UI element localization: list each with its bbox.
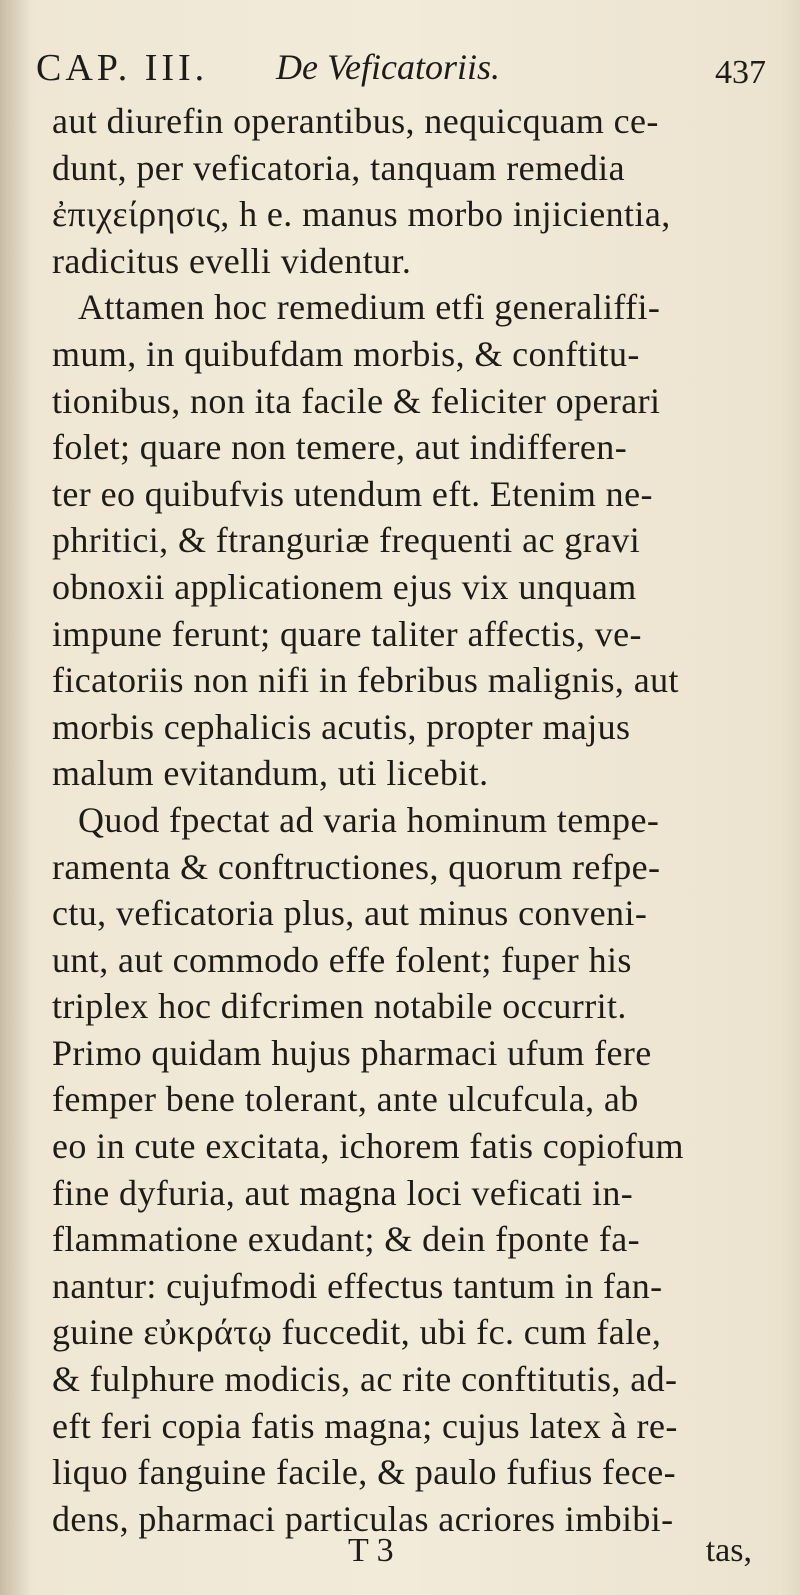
text-line: dens, pharmaci particulas acriores imbibi- [52,1498,674,1539]
gutter-shadow [0,0,30,1595]
text-line: ἐπιχείρησις, h e. manus morbo injicientia, [52,194,671,235]
text-line: ctu, veficatoria plus, aut minus conveni- [52,893,648,934]
body-text [52,98,772,1542]
text-line: eft feri copia fatis magna; cujus latex à re- [52,1405,678,1446]
signature-mark: T 3 [348,1532,394,1569]
text-line: folet; quare non temere, aut indifferen- [52,427,628,468]
text-line: nantur: cujufmodi effectus tantum in fan- [52,1265,663,1306]
page-number: 437 [715,54,766,91]
text-line: triplex hoc difcrimen notabile occurrit. [52,986,627,1027]
text-line: liquo fanguine facile, & paulo fufius fece- [52,1452,676,1493]
text-line: guine εὐκράτῳ fuccedit, ubi fc. cum fale, [52,1312,662,1353]
text-line: impune ferunt; quare taliter affectis, ve- [52,613,642,654]
page-footer [52,1532,772,1576]
text-line: ficatoriis non nifi in febribus malignis, aut [52,660,679,701]
text-line: dunt, per veficatoria, tanquam remedia [52,147,625,188]
text-line: tionibus, non ita facile & feliciter operari [52,380,661,421]
text-line: aut diurefin operantibus, nequicquam ce- [52,101,659,141]
running-title: De Veficatoriis. [276,47,500,87]
text-line: phritici, & ftranguriæ frequenti ac gravi [52,520,641,561]
text-line: femper bene tolerant, ante ulcufcula, ab [52,1079,639,1120]
text-line: unt, aut commodo effe folent; fuper his [52,939,632,980]
chapter-heading: CAP. III. [36,47,209,89]
text-line: Attamen hoc remedium etfi generaliffi- [78,287,661,328]
text-line: obnoxii applicationem ejus vix unquam [52,566,637,607]
page-header [36,42,766,94]
text-line: flammatione exudant; & dein fponte fa- [52,1219,641,1260]
text-line: ramenta & conftructiones, quorum refpe- [52,846,661,887]
text-line: morbis cephalicis acutis, propter majus [52,706,631,747]
text-line: & fulphure modicis, ac rite conftitutis, ad- [52,1359,678,1400]
text-line: eo in cute excitata, ichorem fatis copiofum [52,1126,684,1167]
text-line: fine dyfuria, aut magna loci veficati in- [52,1172,634,1213]
text-line: radicitus evelli videntur. [52,240,412,281]
text-line: ter eo quibufvis utendum eft. Etenim ne- [52,473,653,514]
text-line: malum evitandum, uti licebit. [52,753,489,794]
text-line: Quod fpectat ad varia hominum tempe- [78,799,660,840]
text-line: Primo quidam hujus pharmaci ufum fere [52,1032,652,1073]
text-line: mum, in quibufdam morbis, & conftitu- [52,333,640,374]
catchword: tas, [705,1532,752,1569]
